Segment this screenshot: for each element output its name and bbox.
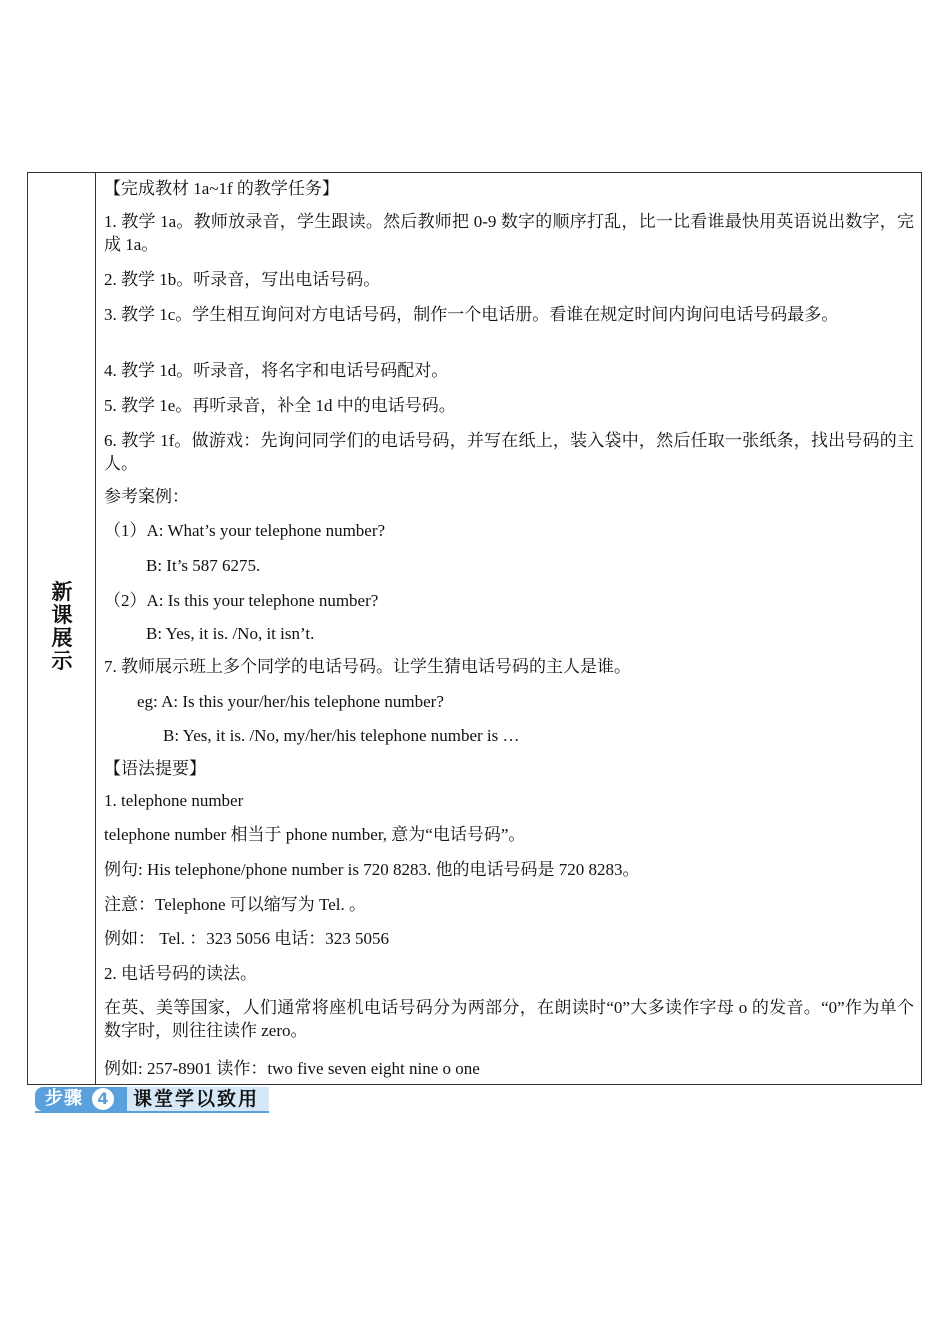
example-2-question: （2）A: Is this your telephone number? [104, 591, 379, 610]
task-7-example-answer: B: Yes, it is. /No, my/her/his telephone number is … [163, 726, 520, 745]
task-1b: 2. 教学 1b。听录音，写出电话号码。 [104, 270, 381, 289]
section-label [28, 581, 96, 673]
task-7: 7. 教师展示班上多个同学的电话号码。让学生猜电话号码的主人是谁。 [104, 657, 631, 676]
grammar-example-sentence: 例句: His telephone/phone number is 720 8283. 他的电话号码是 720 8283。 [104, 860, 640, 879]
step-underline [35, 1111, 269, 1113]
grammar-point-1: 1. telephone number [104, 791, 244, 810]
step-prefix: 步骤 [45, 1088, 83, 1109]
task-1f: 6. 教学 1f。做游戏：先询问同学们的电话号码，并写在纸上，装入袋中，然后任取一张纸条，找出号码的主人。 [104, 431, 914, 473]
grammar-point-2: 2. 电话号码的读法。 [104, 964, 257, 983]
task-1d: 4. 教学 1d。听录音，将名字和电话号码配对。 [104, 361, 449, 380]
side-column [28, 173, 96, 1084]
example-heading: 参考案例： [104, 487, 189, 506]
step-number: 4 [92, 1088, 114, 1110]
task-7-example-question: eg: A: Is this your/her/his telephone number? [137, 692, 444, 711]
example-2-answer: B: Yes, it is. /No, it isn’t. [146, 624, 315, 643]
task-1c: 3. 教学 1c。学生相互询问对方电话号码，制作一个电话册。看谁在规定时间内询问电话号码最多。 [104, 305, 839, 324]
tasks-heading: 【完成教材 1a~1f 的教学任务】 [104, 179, 339, 198]
example-1-answer: B: It’s 587 6275. [146, 556, 261, 575]
grammar-definition: telephone number 相当于 phone number, 意为“电话号码”。 [104, 825, 526, 844]
lesson-table [27, 172, 922, 1085]
section-label-char: 课 [51, 603, 73, 627]
section-label-char: 展 [51, 626, 73, 650]
step-banner [35, 1087, 269, 1113]
grammar-note: 注意：Telephone 可以缩写为 Tel. 。 [104, 895, 367, 914]
step-title: 课堂学以致用 [133, 1088, 260, 1110]
example-1-question: （1）A: What’s your telephone number? [104, 521, 386, 540]
section-label-char: 新 [51, 580, 73, 604]
section-label-char: 示 [51, 649, 73, 673]
task-1a: 1. 教学 1a。教师放录音，学生跟读。然后教师把 0-9 数字的顺序打乱，比一比看谁最快用英语说出数字，完成 1a。 [104, 212, 914, 254]
grammar-note-example: 例如： Tel. ：323 5056 电话：323 5056 [104, 929, 389, 948]
task-1e: 5. 教学 1e。再听录音，补全 1d 中的电话号码。 [104, 396, 456, 415]
grammar-heading: 【语法提要】 [104, 759, 206, 778]
grammar-reading-rule: 在英、美等国家，人们通常将座机电话号码分为两部分，在朗读时“0”大多读作字母 o 的发音。“0”作为单个数字时，则往往读作 zero。 [104, 998, 914, 1040]
grammar-reading-example: 例如: 257-8901 读作：two five seven eight nine o one [104, 1059, 480, 1078]
